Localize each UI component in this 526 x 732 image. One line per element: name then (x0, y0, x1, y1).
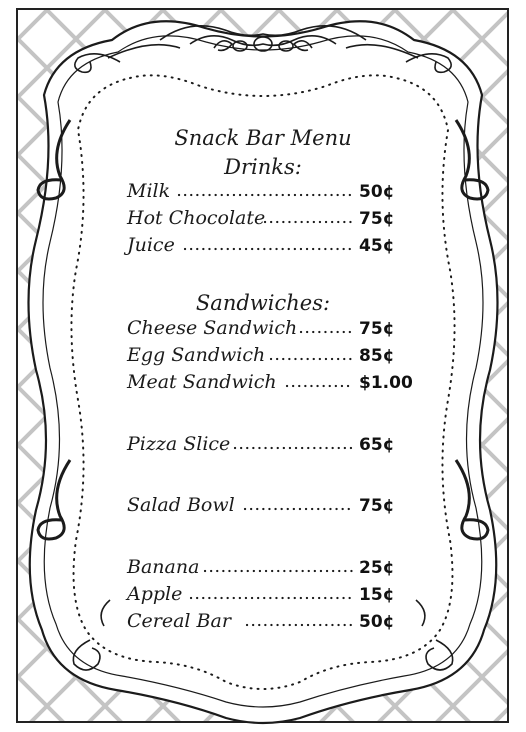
menu-item-row (127, 344, 427, 368)
item-name: Egg Sandwich (127, 344, 266, 366)
item-name: Salad Bowl (127, 494, 235, 516)
item-price: 75¢ (359, 319, 395, 339)
menu-item-row (127, 583, 427, 607)
dot-leader (299, 330, 355, 334)
menu-item-row (127, 207, 427, 231)
menu-item-row (127, 317, 427, 341)
item-name: Meat Sandwich (127, 371, 277, 393)
item-name: Banana (127, 556, 200, 578)
drinks-heading: Drinks: (224, 155, 302, 179)
item-name: Pizza Slice (127, 433, 231, 455)
item-name: Cheese Sandwich (127, 317, 298, 339)
dot-leader (233, 446, 355, 450)
sandwiches-heading: Sandwiches: (195, 291, 331, 315)
item-price: 25¢ (359, 558, 395, 578)
dot-leader (177, 193, 355, 197)
dot-leader (189, 596, 355, 600)
dot-leader (245, 623, 355, 627)
dot-leader (285, 384, 355, 388)
item-price: 15¢ (359, 585, 395, 605)
item-price: $1.00 (359, 373, 413, 393)
item-price: 85¢ (359, 346, 395, 366)
item-price: 50¢ (359, 182, 395, 202)
item-price: 50¢ (359, 612, 395, 632)
dot-leader (183, 247, 355, 251)
item-name: Apple (127, 583, 183, 605)
item-price: 75¢ (359, 496, 395, 516)
item-name: Juice (127, 234, 175, 256)
item-name: Milk (127, 180, 171, 202)
item-price: 45¢ (359, 236, 395, 256)
dot-leader (203, 569, 355, 573)
dot-leader (269, 357, 355, 361)
menu-item-row (127, 371, 427, 395)
dot-leader (263, 220, 355, 224)
menu-item-row (127, 234, 427, 258)
menu-title: Snack Bar Menu (174, 126, 352, 150)
menu-item-row (127, 433, 427, 457)
item-name: Hot Chocolate (127, 207, 266, 229)
menu-item-row (127, 494, 427, 518)
item-name: Cereal Bar (127, 610, 231, 632)
dot-leader (243, 507, 355, 511)
menu-item-row (127, 556, 427, 580)
menu-item-row (127, 180, 427, 204)
item-price: 75¢ (359, 209, 395, 229)
item-price: 65¢ (359, 435, 395, 455)
menu-item-row (127, 610, 427, 634)
